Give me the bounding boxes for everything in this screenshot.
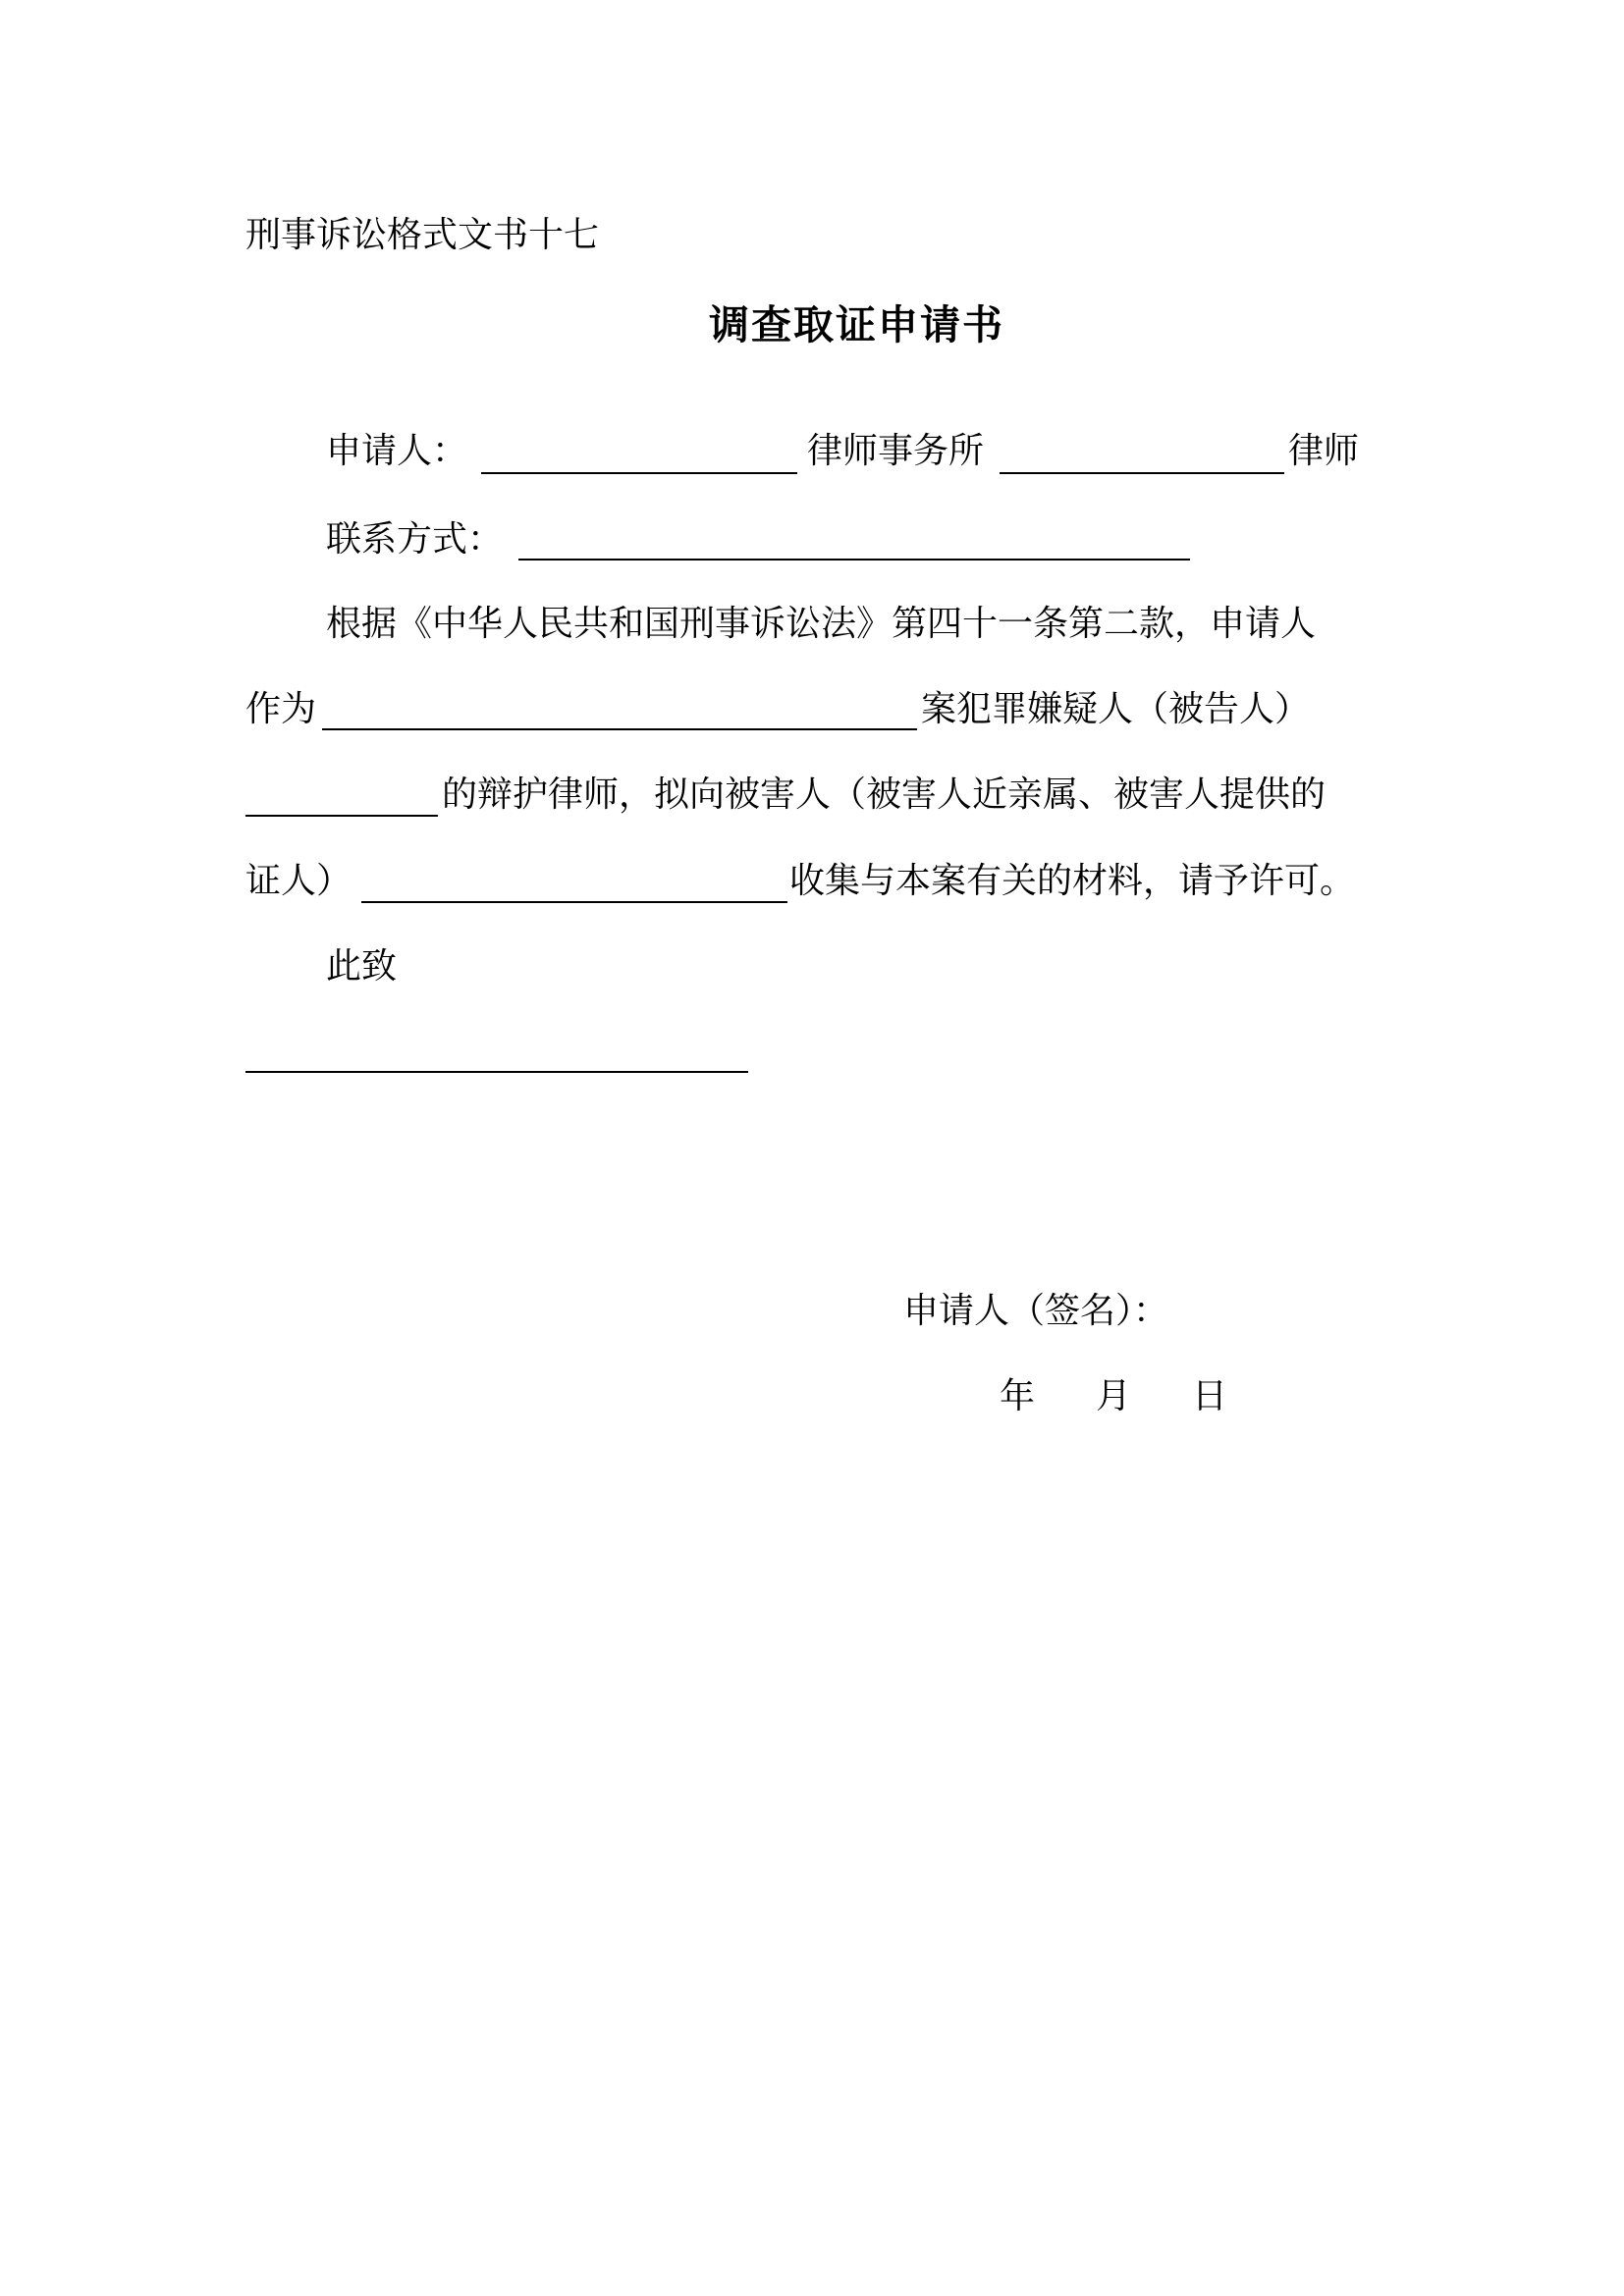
document-title: 调查取证申请书 [709,301,1004,348]
contact-label: 联系方式： [326,519,504,560]
suspect-name-field[interactable] [245,815,438,817]
paragraph-line-4b: 收集与本案有关的材料，请予许可。 [789,861,1356,901]
signature-label: 申请人（签名）： [903,1291,1169,1331]
document-header: 刑事诉讼格式文书十七 [245,215,600,255]
paragraph-line-2a: 作为 [245,689,317,729]
applicant-name-field[interactable] [481,472,797,474]
recipient-field[interactable] [245,1071,748,1073]
lawyer-name-field[interactable] [1000,472,1284,474]
contact-field[interactable] [518,559,1190,561]
date-year: 年 [1000,1376,1036,1416]
law-firm-label: 律师事务所 [807,431,985,471]
applicant-label: 申请人： [326,431,468,471]
paragraph-line-4a: 证人） [245,861,352,901]
date-month: 月 [1096,1376,1132,1416]
paragraph-line-1: 根据《中华人民共和国刑事诉讼法》第四十一条第二款，申请人 [326,604,1317,644]
lawyer-label: 律师 [1288,431,1360,471]
date-day: 日 [1192,1376,1228,1416]
salutation: 此致 [326,946,398,987]
case-name-field[interactable] [322,728,917,730]
witness-field[interactable] [361,901,787,903]
paragraph-line-3: 的辩护律师，拟向被害人（被害人近亲属、被害人提供的 [442,774,1326,815]
paragraph-line-2b: 案犯罪嫌疑人（被告人） [921,689,1311,729]
